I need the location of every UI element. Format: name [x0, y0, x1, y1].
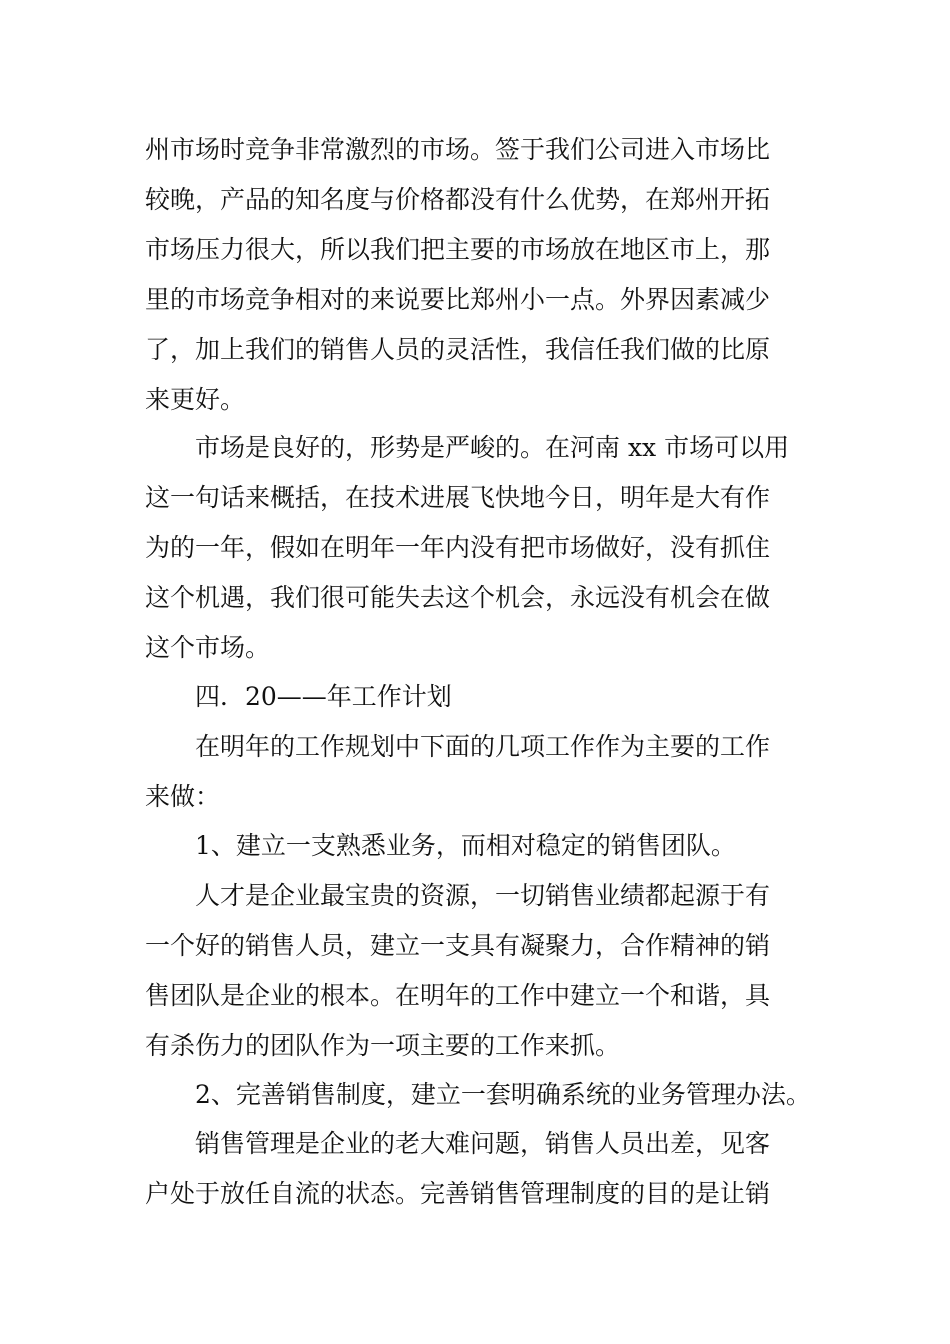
text-line: 人才是企业最宝贵的资源，一切销售业绩都起源于有 — [195, 881, 771, 910]
text-line: 有杀伤力的团队作为一项主要的工作来抓。 — [145, 1031, 621, 1060]
section-heading: 四．20——年工作计划 — [195, 682, 452, 711]
text-line: 了，加上我们的销售人员的灵活性，我信任我们做的比原 — [145, 335, 771, 364]
text-line: 这个机遇，我们很可能失去这个机会，永远没有机会在做 — [145, 583, 771, 612]
text-line: 州市场时竞争非常激烈的市场。签于我们公司进入市场比 — [145, 135, 771, 164]
text-line: 户处于放任自流的状态。完善销售管理制度的目的是让销 — [145, 1179, 771, 1208]
text-line: 来更好。 — [145, 385, 246, 414]
text-line: 较晚，产品的知名度与价格都没有什么优势，在郑州开拓 — [145, 185, 771, 214]
text-line: 市场压力很大，所以我们把主要的市场放在地区市上，那 — [145, 235, 771, 264]
text-line: 售团队是企业的根本。在明年的工作中建立一个和谐，具 — [145, 981, 771, 1010]
text-line: 一个好的销售人员，建立一支具有凝聚力，合作精神的销 — [145, 931, 771, 960]
text-line: 市场是良好的，形势是严峻的。在河南 xx 市场可以用 — [195, 433, 790, 462]
text-line: 在明年的工作规划中下面的几项工作作为主要的工作 — [195, 732, 771, 761]
text-line: 这个市场。 — [145, 633, 271, 662]
list-item-heading: 2、完善销售制度，建立一套明确系统的业务管理办法。 — [195, 1080, 811, 1109]
list-item-heading: 1、建立一支熟悉业务，而相对稳定的销售团队。 — [195, 831, 736, 860]
text-line: 来做： — [145, 782, 221, 811]
text-line: 这一句话来概括，在技术进展飞快地今日，明年是大有作 — [145, 483, 771, 512]
text-line: 为的一年，假如在明年一年内没有把市场做好，没有抓住 — [145, 533, 771, 562]
text-line: 里的市场竞争相对的来说要比郑州小一点。外界因素减少 — [145, 285, 771, 314]
text-line: 销售管理是企业的老大难问题，销售人员出差，见客 — [195, 1129, 771, 1158]
